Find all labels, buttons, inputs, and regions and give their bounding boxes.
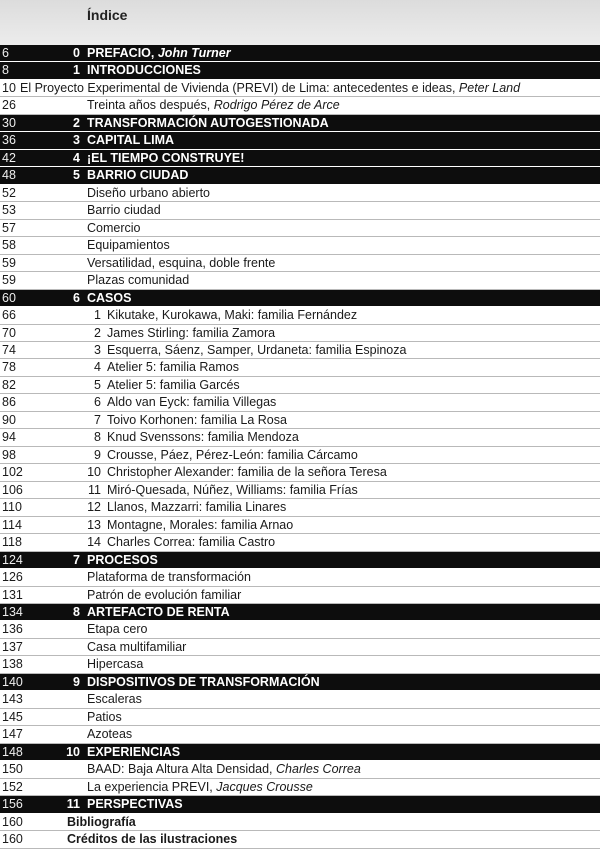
entry-title: Azoteas (87, 727, 133, 742)
toc-entry-row[interactable] (0, 97, 600, 114)
entry-title-wrap (87, 237, 170, 254)
page-number: 78 (2, 360, 16, 375)
entry-title-wrap (107, 307, 357, 324)
chapter-number: 10 (87, 465, 101, 480)
chapter-number: 10 (66, 744, 80, 759)
entry-title: Casa multifamiliar (87, 639, 187, 654)
entry-title-wrap (87, 587, 241, 604)
entry-title: INTRODUCCIONES (87, 63, 201, 78)
toc-section-row[interactable] (0, 45, 600, 62)
entry-title: PROCESOS (87, 552, 158, 567)
entry-title: Esquerra, Sáenz, Samper, Urdaneta: familia Espinoza (107, 342, 407, 357)
entry-title: Plazas comunidad (87, 273, 190, 288)
page-number: 74 (2, 342, 16, 357)
page-number: 98 (2, 447, 16, 462)
page-number: 59 (2, 273, 16, 288)
entry-title: El Proyecto Experimental de Vivienda (PREVI) de Lima: antecedentes e ideas, (20, 80, 456, 95)
entry-title-wrap (87, 150, 244, 167)
entry-title: Atelier 5: familia Garcés (107, 377, 240, 392)
chapter-number: 0 (73, 46, 80, 60)
entry-title-wrap (87, 185, 210, 202)
entry-title: Versatilidad, esquina, doble frente (87, 255, 276, 270)
entry-title-wrap (107, 482, 358, 499)
entry-title-wrap (87, 255, 275, 272)
entry-title-wrap (107, 359, 239, 376)
entry-title: La experiencia PREVI, (87, 779, 213, 794)
entry-title-wrap (87, 761, 361, 778)
entry-title: CAPITAL LIMA (87, 133, 175, 148)
page-number: 6 (2, 46, 9, 60)
toc-entry-row[interactable] (0, 517, 600, 534)
chapter-number: 5 (73, 168, 80, 183)
entry-title: Charles Correa: familia Castro (107, 535, 276, 550)
chapter-number: 8 (94, 430, 101, 445)
entry-title: Christopher Alexander: familia de la señora Teresa (107, 465, 387, 480)
entry-title: BARRIO CIUDAD (87, 168, 189, 183)
toc-entry-row[interactable] (0, 569, 600, 586)
toc-entry-row[interactable] (0, 272, 600, 289)
entry-title: Barrio ciudad (87, 203, 161, 218)
toc-section-row[interactable] (0, 744, 600, 761)
entry-title: James Stirling: familia Zamora (107, 325, 276, 340)
toc-entry-row[interactable] (0, 831, 600, 848)
entry-title-wrap (87, 621, 147, 638)
page-number: 48 (2, 168, 16, 183)
page-number: 145 (2, 709, 23, 724)
entry-title-wrap (87, 639, 186, 656)
entry-title: Llanos, Mazzarri: familia Linares (107, 500, 287, 515)
page-number: 160 (2, 814, 23, 829)
chapter-number: 7 (94, 412, 101, 427)
chapter-number: 1 (94, 308, 101, 323)
page-number: 94 (2, 430, 16, 445)
toc-entry-row[interactable] (0, 587, 600, 604)
toc-entry-row[interactable] (0, 499, 600, 516)
page-number: 70 (2, 325, 16, 340)
chapter-number: 11 (66, 797, 80, 812)
page-number: 59 (2, 255, 16, 270)
page-number: 60 (2, 290, 16, 305)
page-number: 10 (2, 80, 16, 95)
toc-entry-row[interactable] (0, 80, 600, 97)
page-number: 160 (2, 832, 23, 847)
chapter-number: 5 (94, 377, 101, 392)
page-number: 42 (2, 150, 16, 165)
page-number: 53 (2, 203, 16, 218)
chapter-number: 4 (94, 360, 101, 375)
chapter-number: 12 (87, 500, 101, 515)
entry-title-wrap (87, 796, 183, 813)
chapter-number: 2 (94, 325, 101, 340)
page-number: 82 (2, 377, 16, 392)
toc-section-row[interactable] (0, 552, 600, 569)
page-number: 138 (2, 657, 23, 672)
page-number: 134 (2, 605, 23, 619)
toc-entry-row[interactable] (0, 377, 600, 394)
toc-section-row[interactable] (0, 796, 600, 813)
page-number: 131 (2, 587, 23, 602)
entry-title: Patrón de evolución familiar (87, 587, 242, 602)
page-number: 90 (2, 412, 16, 427)
page-number: 26 (2, 98, 16, 113)
chapter-number: 14 (87, 535, 101, 550)
entry-title-wrap (107, 464, 387, 481)
entry-title-wrap (107, 377, 240, 394)
entry-author: Peter Land (458, 80, 521, 95)
entry-author: Jacques Crousse (216, 779, 313, 794)
page-number: 118 (2, 535, 22, 550)
toc-entry-row[interactable] (0, 429, 600, 446)
toc-entry-row[interactable] (0, 534, 600, 551)
entry-title-wrap (87, 656, 143, 673)
toc-entry-row[interactable] (0, 255, 600, 272)
page-number: 86 (2, 395, 16, 410)
chapter-number: 9 (73, 674, 80, 689)
entry-title-wrap (67, 831, 237, 848)
toc-entry-row[interactable] (0, 691, 600, 708)
toc-entry-row[interactable] (0, 447, 600, 464)
chapter-number: 13 (87, 517, 101, 532)
page-title: Índice (87, 7, 128, 23)
entry-title: Toivo Korhonen: familia La Rosa (107, 412, 287, 427)
page-number: 52 (2, 185, 16, 200)
page-number: 114 (2, 517, 22, 532)
page-number: 8 (2, 63, 9, 78)
page-number: 106 (2, 482, 23, 497)
entry-title-wrap (87, 272, 189, 289)
entry-title-wrap (107, 342, 406, 359)
entry-title: PERSPECTIVAS (87, 797, 183, 812)
entry-title: Plataforma de transformación (87, 570, 251, 585)
entry-title: Atelier 5: familia Ramos (107, 360, 239, 375)
entry-author: Charles Correa (276, 762, 361, 777)
chapter-number: 3 (94, 342, 101, 357)
page-number: 150 (2, 762, 23, 777)
entry-title: PREFACIO, (87, 46, 155, 60)
toc-section-row[interactable] (0, 132, 600, 149)
chapter-number: 8 (73, 605, 80, 619)
entry-title: Montagne, Morales: familia Arnao (107, 517, 294, 532)
entry-title-wrap (107, 517, 293, 534)
entry-title: TRANSFORMACIÓN AUTOGESTIONADA (87, 115, 329, 130)
entry-title: Treinta años después, (87, 98, 211, 113)
page-header (0, 0, 600, 45)
chapter-number: 11 (88, 482, 101, 497)
toc-entry-row[interactable] (0, 621, 600, 638)
entry-author: John Turner (157, 46, 231, 60)
entry-title: ARTEFACTO DE RENTA (87, 605, 230, 619)
entry-title: Escaleras (87, 692, 142, 707)
entry-title: Diseño urbano abierto (87, 185, 210, 200)
toc-entry-row[interactable] (0, 220, 600, 237)
chapter-number: 6 (94, 395, 101, 410)
entry-title: Bibliografía (67, 814, 136, 829)
toc-entry-row[interactable] (0, 359, 600, 376)
page-number: 30 (2, 115, 16, 130)
toc-entry-row[interactable] (0, 779, 600, 796)
entry-title: Miró-Quesada, Núñez, Williams: familia Frías (107, 482, 358, 497)
chapter-number: 1 (73, 63, 80, 78)
toc-entry-row[interactable] (0, 482, 600, 499)
page-number: 36 (2, 133, 16, 148)
toc-section-row[interactable] (0, 62, 600, 79)
entry-title-wrap (107, 534, 275, 551)
entry-title-wrap (107, 394, 276, 411)
toc-entry-row[interactable] (0, 814, 600, 831)
toc-section-row[interactable] (0, 115, 600, 132)
entry-title-wrap (87, 202, 161, 219)
toc-entry-row[interactable] (0, 656, 600, 673)
toc-entry-row[interactable] (0, 726, 600, 743)
entry-title-wrap (87, 132, 174, 149)
page-number: 143 (2, 692, 23, 707)
chapter-number: 7 (73, 552, 80, 567)
entry-title: Hipercasa (87, 657, 144, 672)
page-number: 58 (2, 238, 16, 253)
entry-title-wrap (87, 45, 231, 62)
toc-entry-row[interactable] (0, 325, 600, 342)
entry-title: Crousse, Páez, Pérez-León: familia Cárcamo (107, 447, 358, 462)
entry-title: Equipamientos (87, 238, 170, 253)
toc-entry-row[interactable] (0, 709, 600, 726)
page-number: 110 (2, 500, 22, 515)
entry-title: BAAD: Baja Altura Alta Densidad, (87, 762, 273, 777)
toc-entry-row[interactable] (0, 237, 600, 254)
entry-title-wrap (87, 569, 251, 586)
chapter-number: 2 (73, 115, 80, 130)
entry-title-wrap (87, 115, 329, 132)
page-number: 156 (2, 797, 23, 812)
entry-title-wrap (20, 80, 520, 97)
page-number: 57 (2, 220, 16, 235)
entry-title: DISPOSITIVOS DE TRANSFORMACIÓN (87, 674, 320, 689)
page-number: 152 (2, 779, 23, 794)
entry-title-wrap (107, 429, 299, 446)
page-number: 102 (2, 465, 23, 480)
toc-entry-row[interactable] (0, 394, 600, 411)
toc-section-row[interactable] (0, 674, 600, 691)
chapter-number: 4 (73, 150, 80, 165)
entry-title: Patios (87, 709, 122, 724)
page-number: 126 (2, 570, 23, 585)
chapter-number: 9 (94, 447, 101, 462)
entry-title-wrap (87, 709, 122, 726)
toc-entry-row[interactable] (0, 307, 600, 324)
page-number: 137 (2, 639, 23, 654)
entry-title: Aldo van Eyck: familia Villegas (107, 395, 277, 410)
entry-title-wrap (87, 726, 132, 743)
chapter-number: 6 (73, 290, 80, 305)
entry-title-wrap (107, 412, 287, 429)
entry-title-wrap (87, 674, 320, 691)
page-number: 66 (2, 308, 16, 323)
entry-title-wrap (107, 325, 275, 342)
entry-author: Rodrigo Pérez de Arce (213, 98, 340, 113)
page-number: 147 (2, 727, 23, 742)
entry-title-wrap (107, 447, 358, 464)
entry-title: Créditos de las ilustraciones (67, 832, 238, 847)
entry-title: CASOS (87, 290, 132, 305)
entry-title-wrap (87, 552, 158, 569)
entry-title-wrap (107, 499, 286, 516)
toc-entry-row[interactable] (0, 761, 600, 778)
chapter-number: 3 (73, 133, 80, 148)
entry-title-wrap (87, 604, 230, 621)
entry-title-wrap (87, 290, 131, 307)
toc-section-row[interactable] (0, 604, 600, 621)
entry-title-wrap (87, 62, 201, 79)
entry-title: Kikutake, Kurokawa, Maki: familia Fernández (107, 308, 358, 323)
toc-entry-row[interactable] (0, 412, 600, 429)
toc-section-row[interactable] (0, 290, 600, 307)
toc-section-row[interactable] (0, 167, 600, 184)
entry-title: EXPERIENCIAS (87, 744, 181, 759)
entry-title: Knud Svenssons: familia Mendoza (107, 430, 299, 445)
entry-title: ¡EL TIEMPO CONSTRUYE! (87, 150, 245, 165)
entry-title-wrap (87, 691, 142, 708)
toc-section-row[interactable] (0, 150, 600, 167)
toc-entry-row[interactable] (0, 185, 600, 202)
page-number: 140 (2, 674, 23, 689)
toc-entry-row[interactable] (0, 639, 600, 656)
toc-entry-row[interactable] (0, 342, 600, 359)
entry-title-wrap (87, 779, 313, 796)
entry-title-wrap (87, 744, 180, 761)
toc-entry-row[interactable] (0, 202, 600, 219)
page-number: 136 (2, 622, 23, 637)
page-number: 148 (2, 744, 23, 759)
entry-title-wrap (87, 97, 340, 114)
entry-title-wrap (87, 167, 188, 184)
toc-list (0, 45, 600, 849)
entry-title: Etapa cero (87, 622, 148, 637)
entry-title: Comercio (87, 220, 141, 235)
entry-title-wrap (87, 220, 141, 237)
toc-entry-row[interactable] (0, 464, 600, 481)
page-number: 124 (2, 552, 23, 567)
entry-title-wrap (67, 814, 136, 831)
